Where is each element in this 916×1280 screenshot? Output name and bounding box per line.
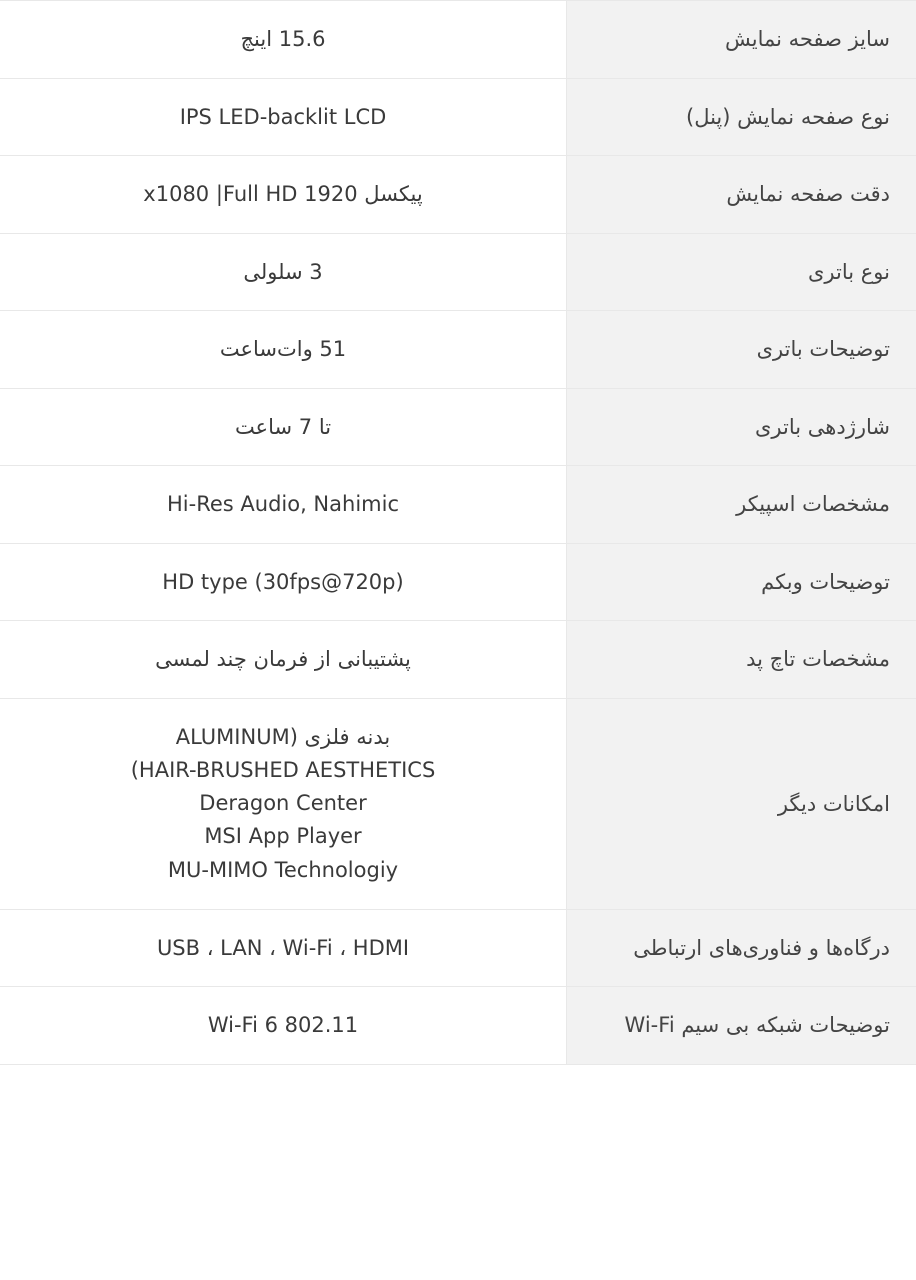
spec-value-line: USB ، LAN ، Wi-Fi ، HDMI (156, 935, 410, 960)
spec-value (0, 909, 567, 987)
spec-label: توضیحات وبکم (567, 543, 916, 621)
spec-value-line: تا 7 ساعت (234, 414, 332, 439)
spec-value-line: HAIR-BRUSHED AESTHETICS) (130, 758, 436, 783)
spec-value (0, 388, 567, 466)
spec-value-line: IPS LED-backlit LCD (179, 104, 387, 129)
table-row (0, 466, 916, 544)
spec-value (0, 621, 567, 699)
spec-value-line: 802.11 Wi-Fi 6 (207, 1013, 359, 1038)
spec-label: امکانات دیگر (567, 698, 916, 909)
spec-value-line: بدنه فلزی (ALUMINUM (175, 724, 391, 749)
table-row (0, 543, 916, 621)
spec-label: توضیحات شبکه بی سیم Wi-Fi (567, 987, 916, 1065)
spec-label: سایز صفحه نمایش (567, 1, 916, 79)
spec-label: نوع صفحه نمایش (پنل) (567, 78, 916, 156)
table-row (0, 388, 916, 466)
table-row (0, 909, 916, 987)
spec-value-line: پیکسل 1920 x1080 |Full HD (143, 182, 423, 207)
table-row (0, 311, 916, 389)
spec-value (0, 156, 567, 234)
spec-value-line: 51 وات‌ساعت (219, 337, 347, 362)
spec-value-line: HD type (30fps@720p) (162, 569, 404, 594)
spec-value (0, 543, 567, 621)
spec-value-line: Hi-Res Audio, Nahimic (167, 492, 399, 517)
table-row (0, 698, 916, 909)
spec-value-line: 15.6 اینچ (240, 27, 326, 51)
table-row (0, 621, 916, 699)
spec-value (0, 987, 567, 1065)
spec-value-line: 3 سلولی (243, 259, 323, 284)
table-row (0, 78, 916, 156)
spec-label: توضیحات باتری (567, 311, 916, 389)
spec-value (0, 233, 567, 311)
spec-value-line: MU-MIMO Technologiy (167, 857, 399, 882)
spec-value-line: Deragon Center (199, 791, 367, 816)
spec-value (0, 1, 567, 79)
spec-label: مشخصات تاچ پد (567, 621, 916, 699)
table-row (0, 156, 916, 234)
spec-value (0, 698, 567, 909)
spec-label: دقت صفحه نمایش (567, 156, 916, 234)
table-row (0, 1, 916, 79)
spec-value (0, 466, 567, 544)
spec-value-line: پشتیبانی از فرمان چند لمسی (155, 647, 411, 672)
spec-label: مشخصات اسپیکر (567, 466, 916, 544)
specifications-table-body (0, 1, 916, 1065)
spec-value (0, 311, 567, 389)
spec-value-line: MSI App Player (204, 824, 362, 849)
spec-label: درگاه‌ها و فناوری‌های ارتباطی (567, 909, 916, 987)
spec-value (0, 78, 567, 156)
spec-label: نوع باتری (567, 233, 916, 311)
spec-label: شارژدهی باتری (567, 388, 916, 466)
table-row (0, 233, 916, 311)
table-row (0, 987, 916, 1065)
